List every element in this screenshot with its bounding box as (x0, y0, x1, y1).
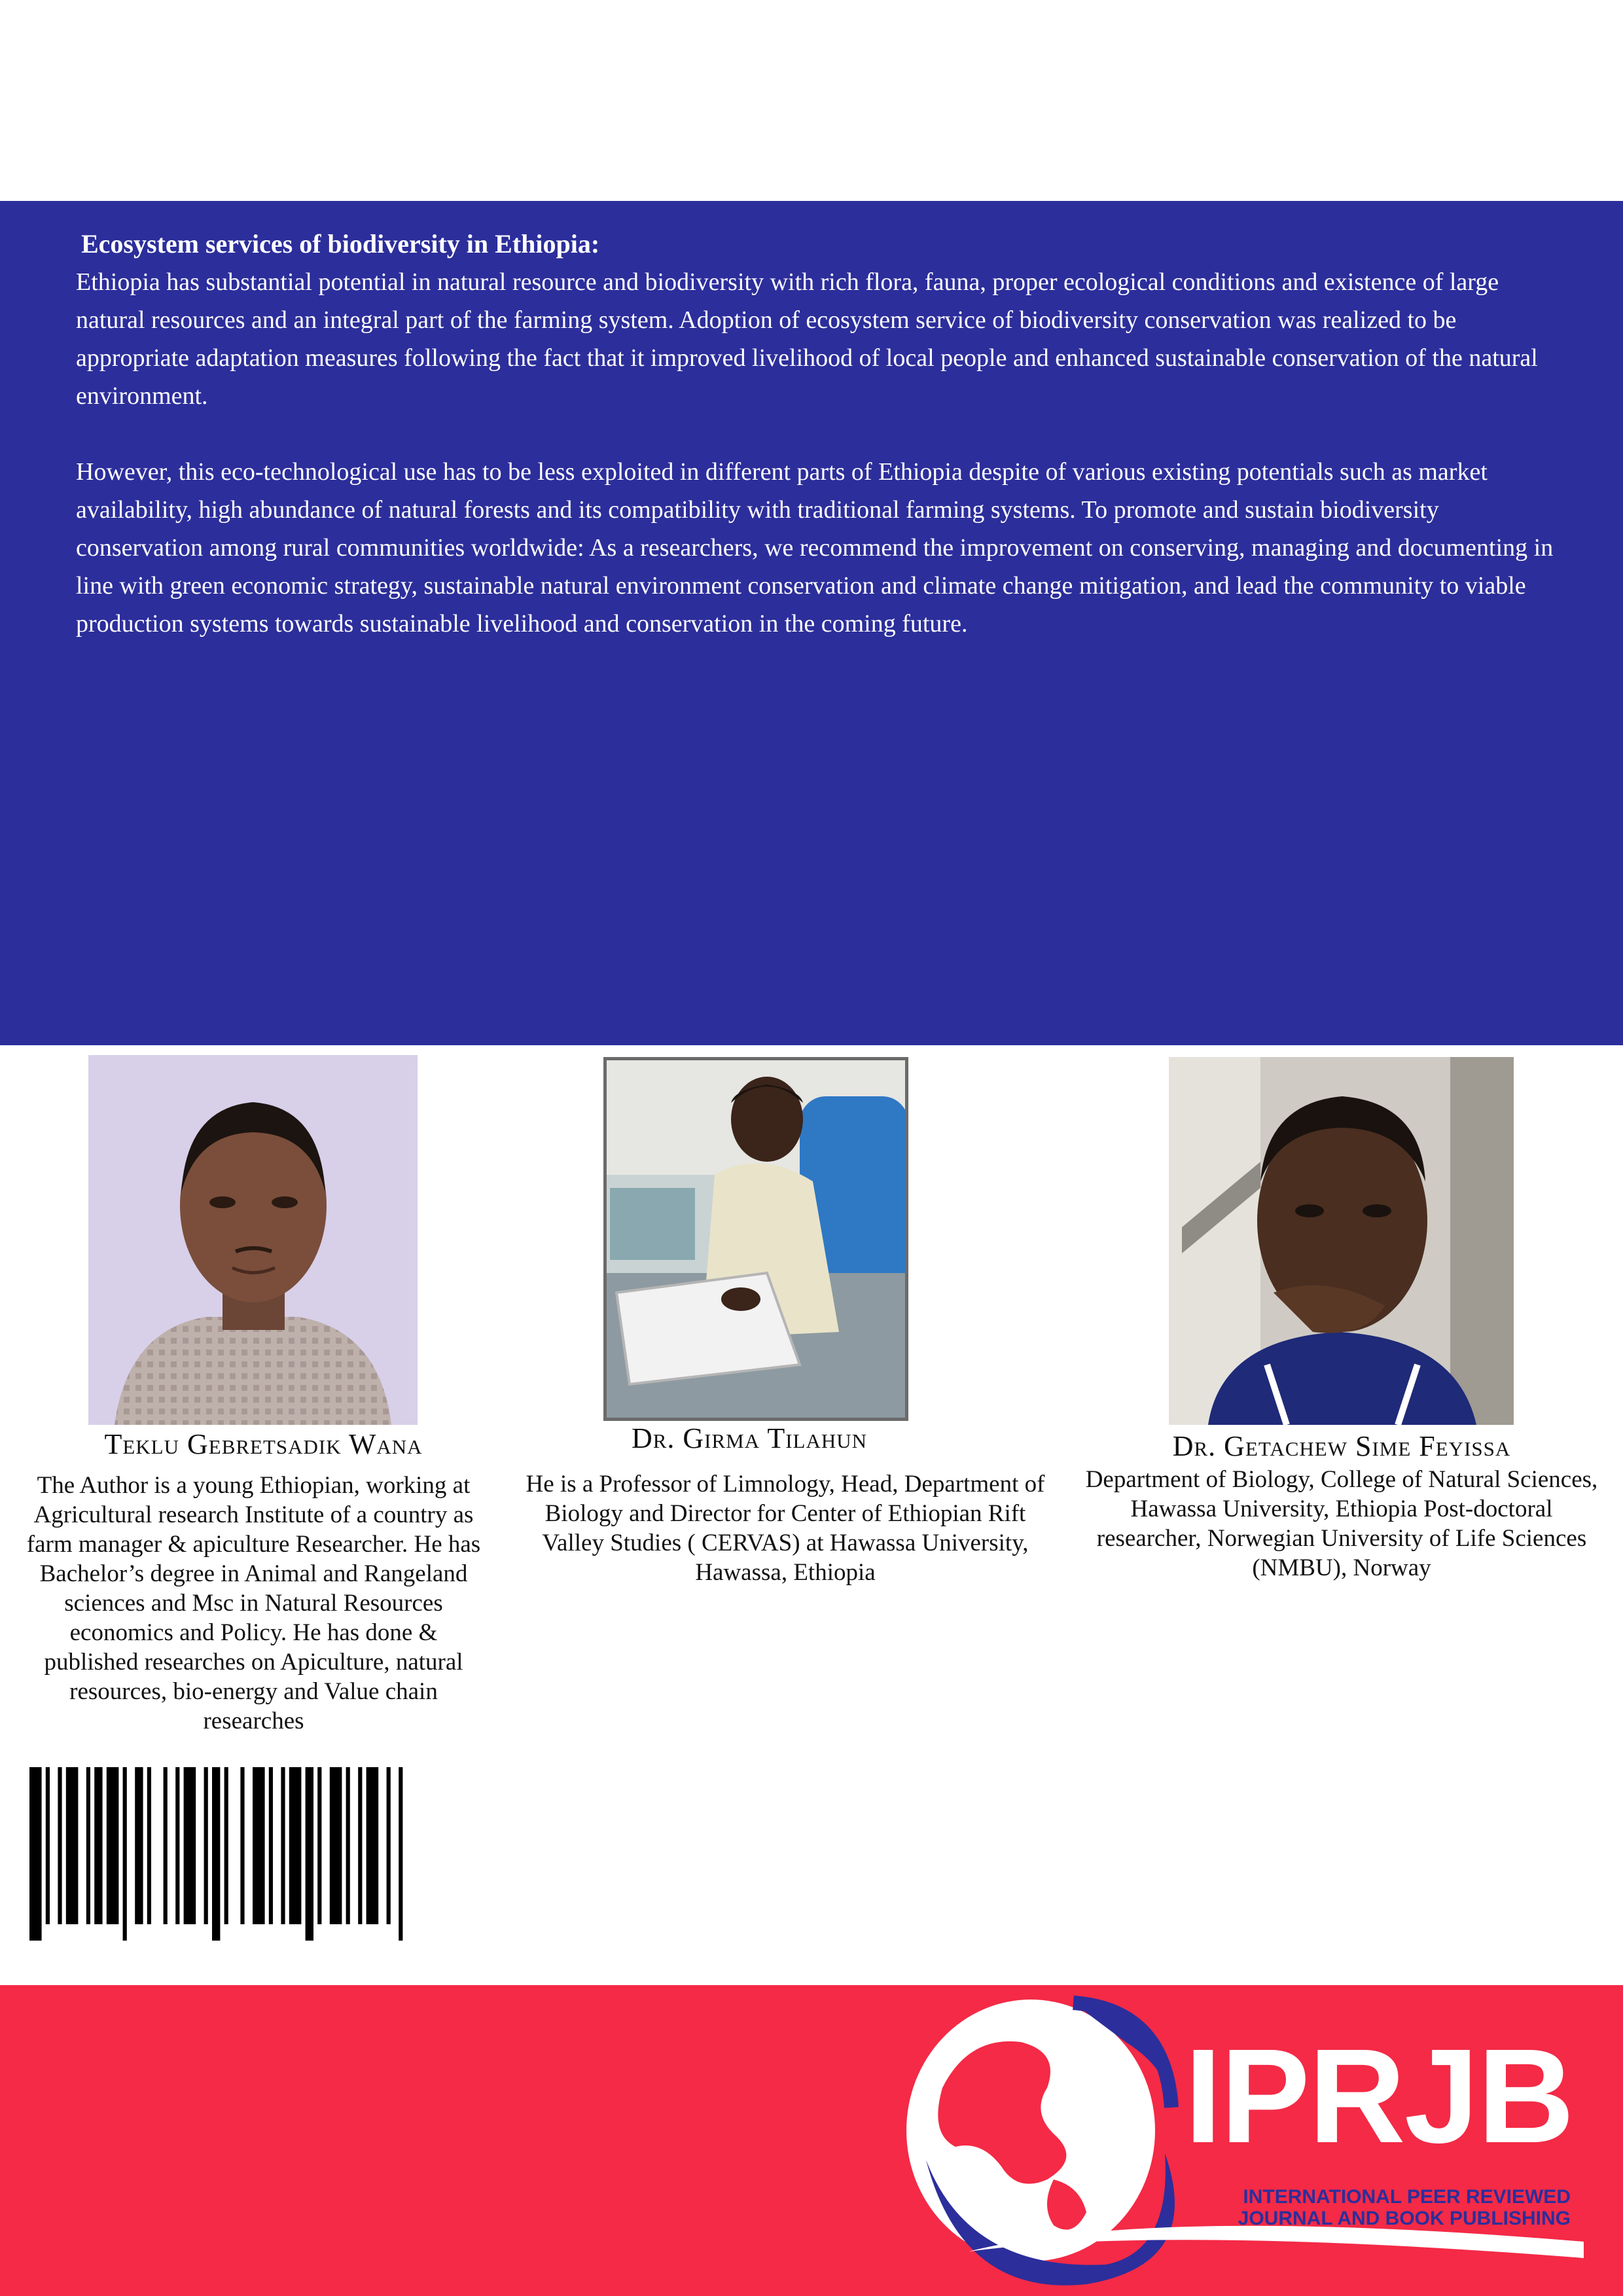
publisher-logo-text: IPRJB (1185, 2021, 1573, 2171)
barcode-bar (240, 1767, 244, 1924)
barcode-bar (107, 1767, 119, 1924)
blurb-paragraph-2: However, this eco-technological use has to be less exploited in different parts of Ethiopia despite of various existing potentials such as market availability, high abundance of natural forests and its compatibility with traditional farming systems. To promote and sustain biodiversity conservation among rural communities worldwide: As a researchers, we recommend the improvement on conserving, managing and documenting in line with green economic strategy, sustainable natural environment conservation and climate change mitigation, and lead the community to viable production systems towards sustainable livelihood and conservation in the coming future. (76, 458, 1554, 637)
barcode-bar (135, 1767, 143, 1924)
barcode-bar (164, 1767, 168, 1924)
author-photo-girma (603, 1057, 908, 1421)
barcode-bar (289, 1767, 302, 1924)
author-bio-girma: He is a Professor of Limnology, Head, Department of Biology and Director for Center of Ethiopian Rift Valley Studies ( CERVAS) at Hawassa University, Hawassa, Ethiopia (526, 1471, 1045, 1586)
author-photo-getachew (1169, 1057, 1514, 1425)
barcode-bar (358, 1767, 362, 1924)
barcode-icon (29, 1767, 510, 1941)
barcode-bar (147, 1767, 151, 1924)
barcode-bar (253, 1767, 265, 1924)
author-bio-teklu: The Author is a young Ethiopian, working at Agricultural research Institute of a country as farm manager & apiculture Researcher. He has Bachelor’s degree in Animal and Rangeland sciences and Msc in Natural Resources economics and Policy. He has done & published researches on Apiculture, natural resources, bio-energy and Value chain researches (26, 1472, 481, 1734)
barcode-bar (317, 1767, 321, 1924)
barcode-bar (387, 1767, 391, 1924)
barcode-bar (204, 1767, 208, 1924)
blurb-heading: Ecosystem services of biodiversity in Ethiopia: (81, 229, 600, 259)
barcode-bar (175, 1767, 179, 1924)
barcode-bar (306, 1767, 313, 1941)
barcode-bar (346, 1767, 350, 1924)
barcode-bar (86, 1767, 90, 1924)
barcode-bar (66, 1767, 79, 1924)
publisher-tagline-line-2: JOURNAL AND BOOK PUBLISHING (1238, 2208, 1571, 2229)
publisher-tagline-line-1: INTERNATIONAL PEER REVIEWED (1243, 2186, 1571, 2208)
barcode-bar (29, 1767, 42, 1941)
author-name-getachew: Dr. Getachew Sime Feyissa (1172, 1430, 1511, 1462)
barcode-bar (281, 1767, 285, 1924)
barcode-bar (123, 1767, 127, 1941)
author-name-girma: Dr. Girma Tilahun (631, 1422, 868, 1454)
barcode-bar (184, 1767, 196, 1924)
barcode-bar (58, 1767, 62, 1924)
barcode-bar (399, 1767, 402, 1941)
barcode-bar (366, 1767, 379, 1924)
publisher-tagline (1185, 2186, 1571, 2229)
barcode-bar (224, 1767, 228, 1924)
barcode-bar (269, 1767, 273, 1924)
barcode-bar (212, 1767, 220, 1941)
author-photo-teklu (88, 1055, 418, 1425)
author-bio-getachew: Department of Biology, College of Natural Sciences, Hawassa University, Ethiopia Post-doctoral researcher, Norwegian University of Life Sciences (NMBU), Norway (1085, 1466, 1598, 1581)
author-name-teklu: Teklu Gebretsadik Wana (104, 1428, 423, 1460)
barcode-bar (330, 1767, 342, 1924)
barcode-bar (46, 1767, 50, 1924)
blurb-paragraph-1: Ethiopia has substantial potential in natural resource and biodiversity with rich flora, fauna, proper ecological conditions and existence of large natural resources and an integral part of the farming system. Adoption of ecosystem service of biodiversity conservation was realized to be appropriate adaptation measures following the fact that it improved livelihood of local people and enhanced sustainable conservation of the natural environment. (76, 268, 1538, 410)
barcode-bar (94, 1767, 102, 1924)
